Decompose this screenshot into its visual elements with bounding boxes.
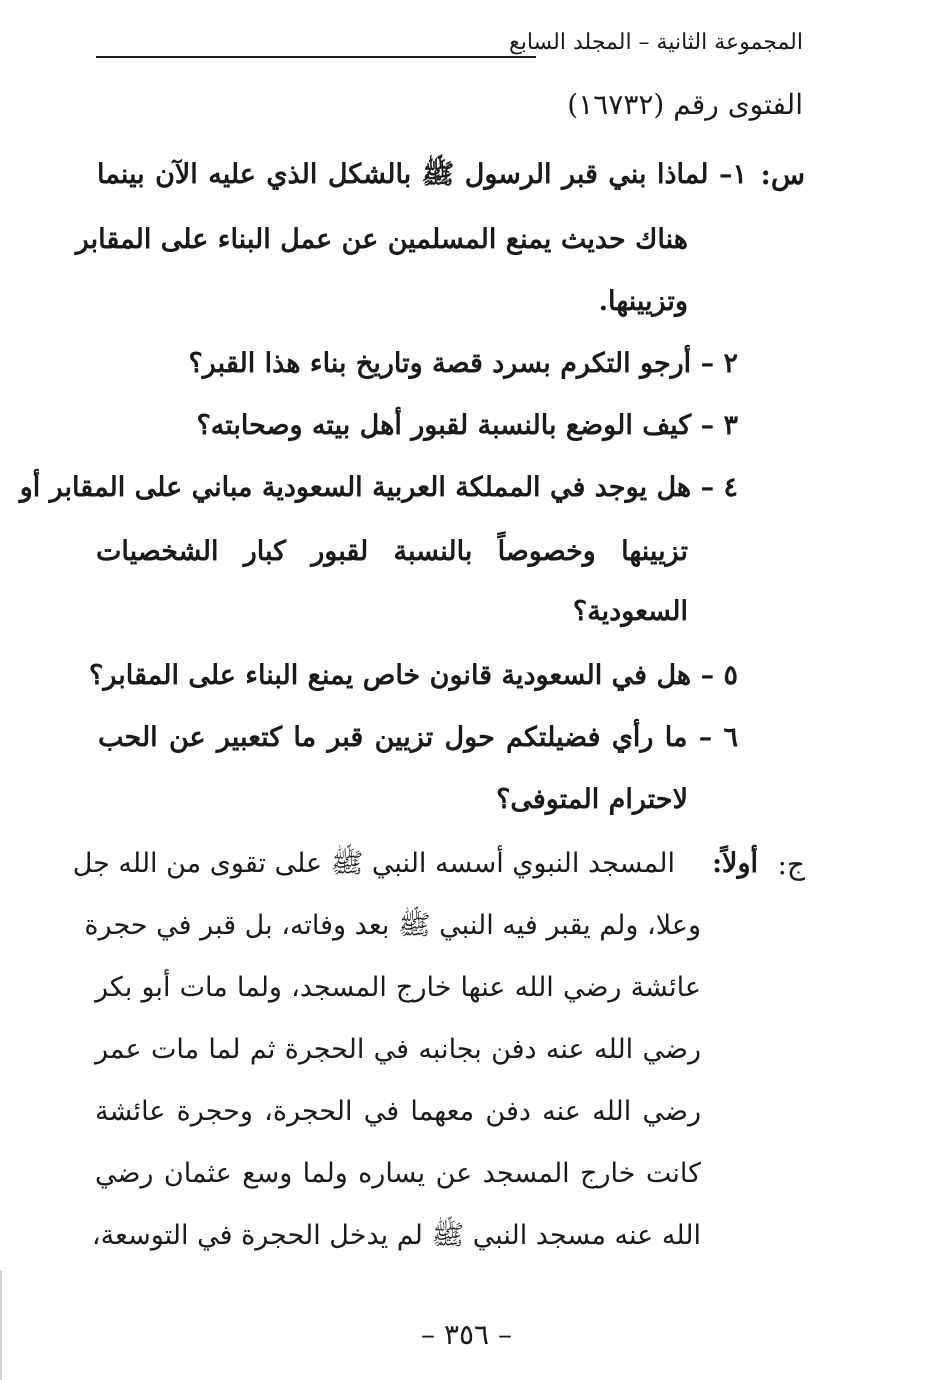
answer-heading: أولاً: [712,848,758,879]
page-number: – ٣٥٦ – [421,1318,512,1351]
answer-marker: ج: [777,848,805,881]
question-line: ٥ – هل في السعودية قانون خاص يمنع البناء على المقابر؟ [88,660,738,691]
question-line: لاحترام المتوفى؟ [496,784,688,815]
answer-line: رضي الله عنه دفن معهما في الحجرة، وحجرة عائشة [95,1096,701,1127]
question-marker: س: [760,158,805,191]
question-line: هناك حديث يمنع المسلمين عن عمل البناء على المقابر [75,224,688,255]
answer-line: الله عنه مسجد النبي ﷺ لم يدخل الحجرة في التوسعة، [91,1220,701,1251]
answer-line: عائشة رضي الله عنها خارج المسجد، ولما مات أبو بكر [95,972,701,1003]
question-line: تزيينها وخصوصاً بالنسبة لقبور كبار الشخصيات [96,536,688,567]
question-line: ١– لماذا بني قبر الرسول ﷺ بالشكل الذي عليه الآن بينما [97,159,747,190]
scan-edge [0,1270,2,1380]
question-line: ٦ – ما رأي فضيلتكم حول تزيين قبر ما كتعبير عن الحب [98,722,738,753]
answer-line: رضي الله عنه دفن بجانبه في الحجرة ثم لما مات عمر [95,1034,701,1065]
answer-line: وعلا، ولم يقبر فيه النبي ﷺ بعد وفاته، بل قبر في حجرة [84,910,701,941]
running-header: المجموعة الثانية – المجلد السابع [509,30,803,55]
fatwa-number: الفتوى رقم (١٦٧٣٢) [567,88,803,121]
question-line: السعودية؟ [572,596,688,627]
question-line: ٣ – كيف الوضع بالنسبة لقبور أهل بيته وصحابته؟ [196,410,738,441]
answer-line: كانت خارج المسجد عن يساره ولما وسع عثمان رضي [95,1158,701,1189]
question-line: ٤ – هل يوجد في المملكة العربية السعودية مباني على المقابر أو [19,472,738,503]
question-line: وتزيينها. [598,286,688,317]
answer-line: المسجد النبوي أسسه النبي ﷺ على تقوى من الله جل [72,848,675,879]
header-rule [96,56,536,58]
question-line: ٢ – أرجو التكرم بسرد قصة وتاريخ بناء هذا القبر؟ [188,348,738,379]
